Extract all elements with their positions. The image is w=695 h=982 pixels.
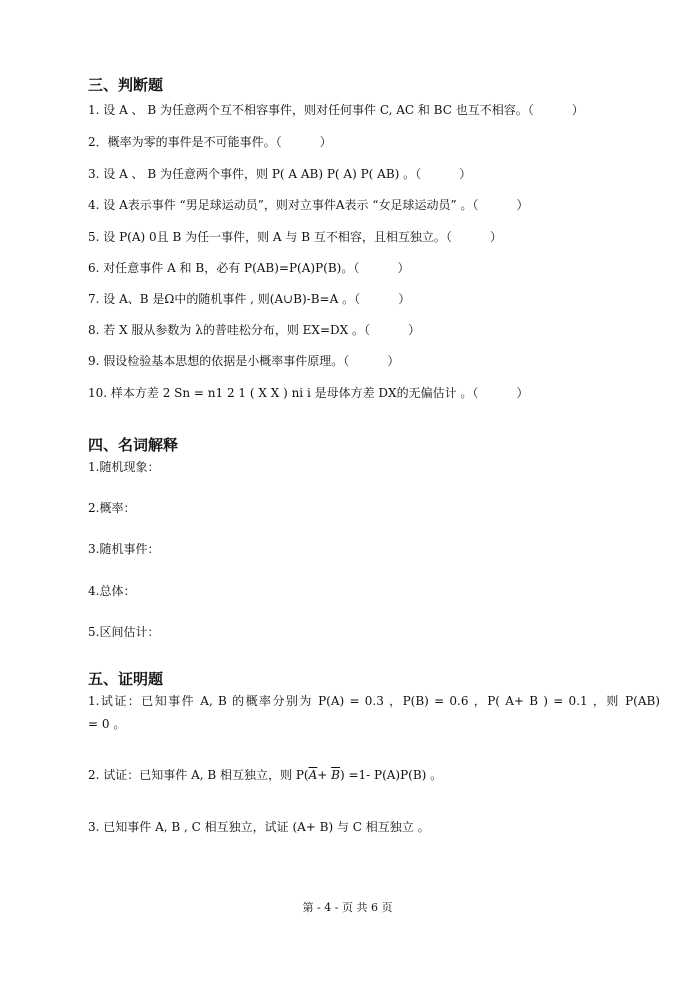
judgment-item-7: 7. 设 A、B 是Ω中的随机事件 , 则(A∪B)-B=A 。（ ） <box>88 292 411 306</box>
judgment-item-6: 6. 对任意事件 A 和 B，必有 P(AB)=P(A)P(B)。（ ） <box>88 261 410 275</box>
judgment-item-9: 9. 假设检验基本思想的依据是小概率事件原理。（ ） <box>88 354 400 368</box>
proof-item-1-line-1: 1.试证：已知事件 A, B 的概率分别为 P(A) = 0.3 ，P(B) = 0.6 ，P( A+ B ) = 0.1 ，则 P(AB) <box>88 694 660 708</box>
definition-item-2: 2.概率： <box>88 501 136 515</box>
judgment-item-10: 10. 样本方差 2 Sn = n1 2 1 ( X X ) ni i 是母体方差 DX的无偏估计 。（ ） <box>88 386 529 400</box>
judgment-item-3: 3. 设 A 、 B 为任意两个事件，则 P( A AB) P( A) P( AB) 。（ ） <box>88 167 472 181</box>
proof-item-3: 3. 已知事件 A, B , C 相互独立，试证 (A+ B) 与 C 相互独立 。 <box>88 820 430 834</box>
section-title-judgment: 三、判断题 <box>88 76 164 94</box>
page-number-footer: 第 - 4 - 页 共 6 页 <box>302 901 393 914</box>
proof-item-1-line-2: = 0 。 <box>88 717 126 731</box>
proof-item-2-suffix: ) =1- P(A)P(B) 。 <box>339 768 443 782</box>
judgment-item-2: 2．概率为零的事件是不可能事件。（ ） <box>88 135 332 149</box>
proof-item-2-plus: + <box>317 768 332 782</box>
definition-item-1: 1.随机现象： <box>88 460 160 474</box>
judgment-item-5: 5. 设 P(A) 0且 B 为任一事件，则 A 与 B 互不相容，且相互独立。（ ） <box>88 230 502 244</box>
proof-item-2-prefix: 2. 试证：已知事件 A, B 相互独立，则 P( <box>88 768 309 782</box>
proof-item-2 <box>88 767 442 783</box>
definition-item-4: 4.总体： <box>88 584 136 598</box>
complement-a: $\overline{A}$ <box>308 768 318 782</box>
definition-item-5: 5.区间估计： <box>88 625 160 639</box>
judgment-item-1: 1. 设 A 、 B 为任意两个互不相容事件，则对任何事件 C, AC 和 BC 也互不相容。（ ） <box>88 103 584 117</box>
judgment-item-8: 8. 若 X 服从参数为 λ的普哇松分布，则 EX=DX 。（ ） <box>88 323 421 337</box>
judgment-item-4: 4. 设 A表示事件 “男足球运动员”，则对立事件A表示 “女足球运动员” 。（ ） <box>88 198 529 212</box>
complement-b: $\overline{B}$ <box>331 768 340 782</box>
section-title-definitions: 四、名词解释 <box>88 436 179 454</box>
section-title-proofs: 五、证明题 <box>88 670 164 688</box>
definition-item-3: 3.随机事件： <box>88 542 160 556</box>
